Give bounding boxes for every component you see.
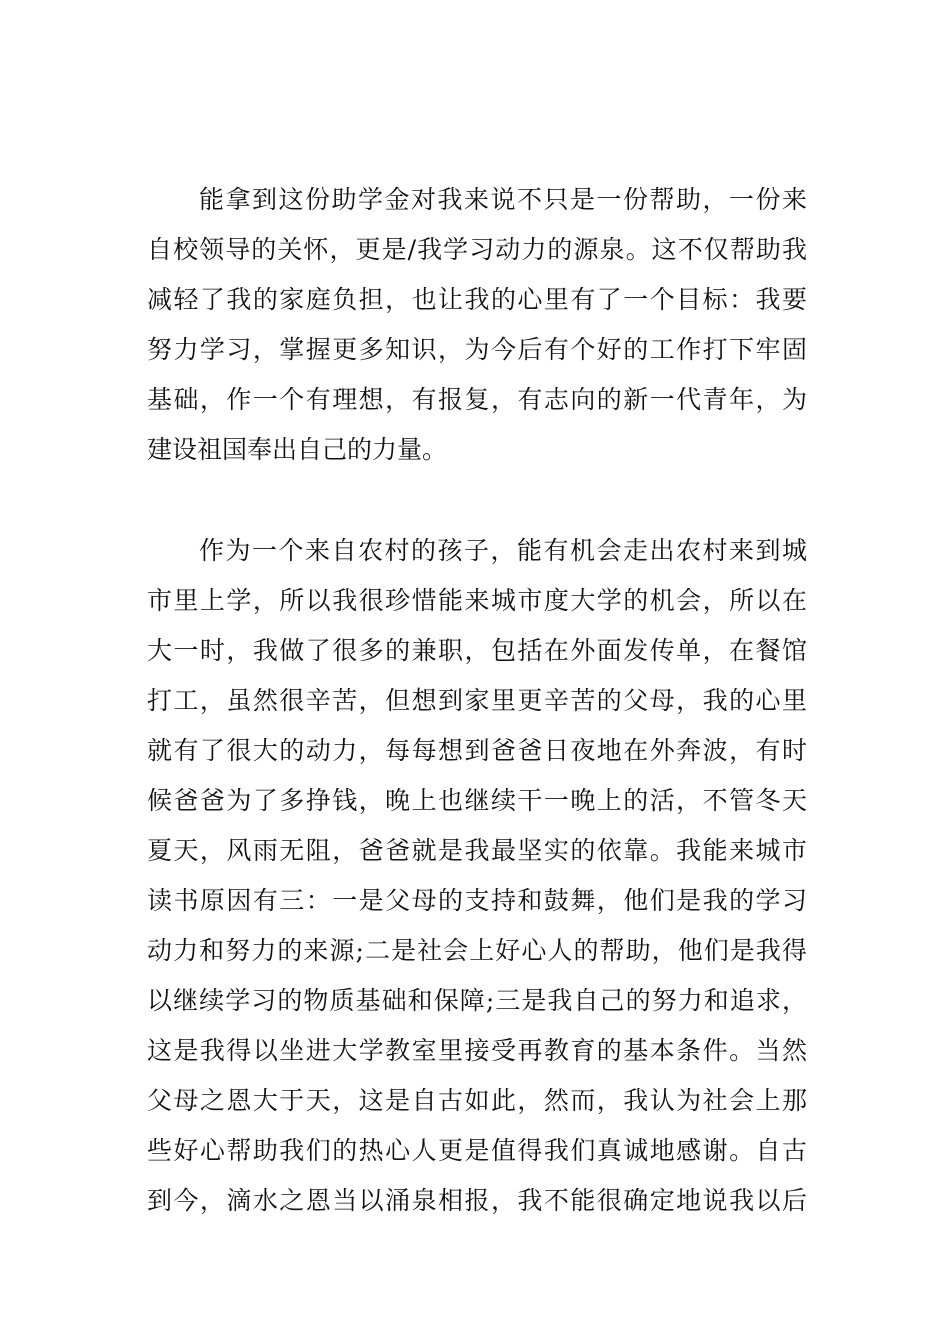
paragraph-line: 到今，滴水之恩当以涌泉相报，我不能很确定地说我以后 bbox=[147, 1186, 807, 1215]
paragraph-line: 读书原因有三：一是父母的支持和鼓舞，他们是我的学习 bbox=[147, 886, 807, 915]
paragraph-line: 能拿到这份助学金对我来说不只是一份帮助，一份来 bbox=[199, 185, 807, 214]
paragraph-line: 些好心帮助我们的热心人更是值得我们真诚地感谢。自古 bbox=[147, 1136, 807, 1165]
paragraph-line: 大一时，我做了很多的兼职，包括在外面发传单，在餐馆 bbox=[147, 636, 807, 665]
paragraph-line: 打工，虽然很辛苦，但想到家里更辛苦的父母，我的心里 bbox=[147, 686, 807, 715]
paragraph-line: 基础，作一个有理想，有报复，有志向的新一代青年，为 bbox=[147, 385, 807, 414]
paragraph-line: 建设祖国奉出自己的力量。 bbox=[147, 435, 448, 464]
paragraph-line: 市里上学，所以我很珍惜能来城市度大学的机会，所以在 bbox=[147, 586, 807, 615]
paragraph-line: 父母之恩大于天，这是自古如此，然而，我认为社会上那 bbox=[147, 1086, 807, 1115]
paragraph-line: 自校领导的关怀，更是/我学习动力的源泉。这不仅帮助我 bbox=[147, 235, 807, 264]
paragraph-line: 动力和努力的来源;二是社会上好心人的帮助，他们是我得 bbox=[147, 936, 807, 965]
paragraph-1 bbox=[147, 175, 807, 475]
paragraph-2 bbox=[147, 526, 807, 1226]
paragraph-line: 以继续学习的物质基础和保障;三是我自己的努力和追求， bbox=[147, 986, 807, 1015]
paragraph-line: 就有了很大的动力，每每想到爸爸日夜地在外奔波，有时 bbox=[147, 736, 807, 765]
paragraph-line: 候爸爸为了多挣钱，晚上也继续干一晚上的活，不管冬天 bbox=[147, 786, 807, 815]
paragraph-line: 夏天，风雨无阻，爸爸就是我最坚实的依靠。我能来城市 bbox=[147, 836, 807, 865]
paragraph-line: 作为一个来自农村的孩子，能有机会走出农村来到城 bbox=[199, 536, 807, 565]
paragraph-line: 努力学习，掌握更多知识，为今后有个好的工作打下牢固 bbox=[147, 335, 807, 364]
paragraph-line: 这是我得以坐进大学教室里接受再教育的基本条件。当然 bbox=[147, 1036, 807, 1065]
paragraph-line: 减轻了我的家庭负担，也让我的心里有了一个目标：我要 bbox=[147, 285, 807, 314]
